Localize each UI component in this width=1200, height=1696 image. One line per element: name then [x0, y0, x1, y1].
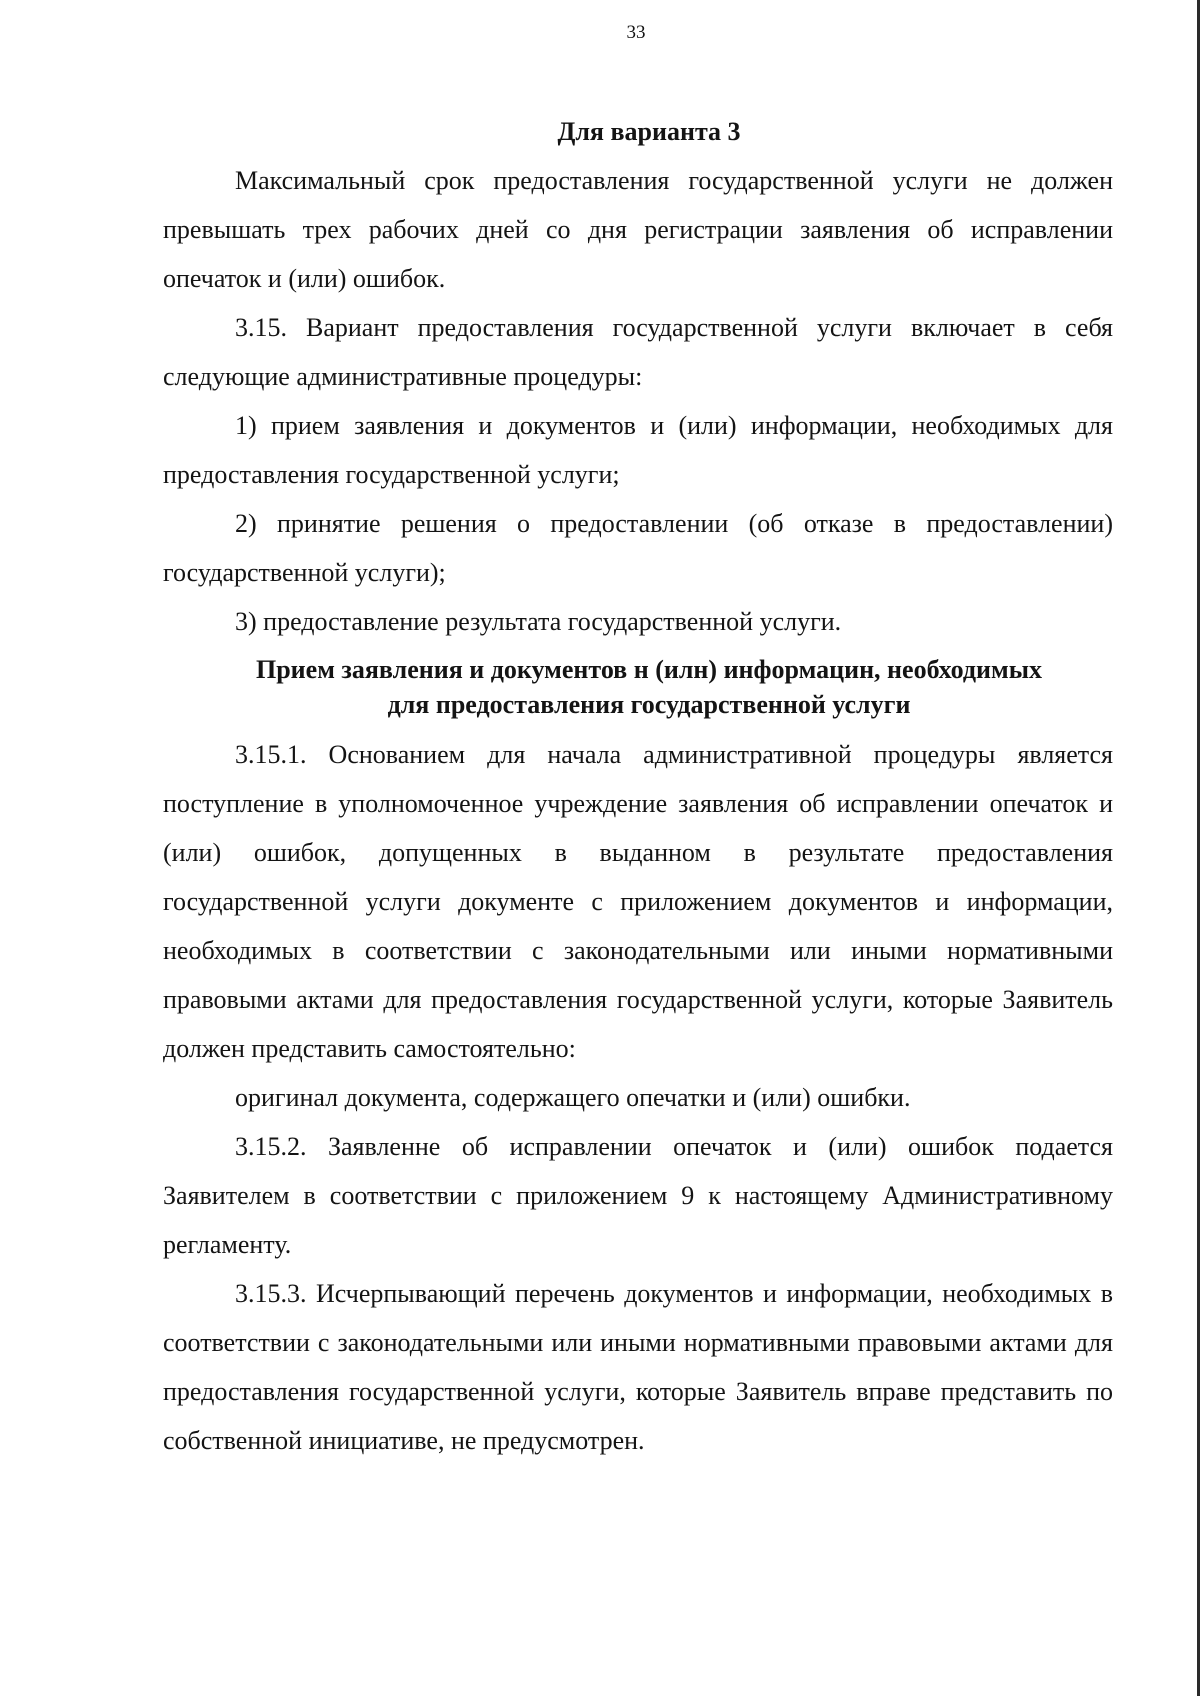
- page-number: 33: [626, 22, 646, 43]
- paragraph-max-term: Максимальный срок предоставления государственной услуги не должен превышать трех рабочих дней со дня регистрации заявления об исправлении опечаток и (или) ошибок.: [163, 166, 1113, 293]
- document-body: [163, 107, 1113, 1465]
- paragraph-3-15-3: 3.15.3. Исчерпывающий перечень документов и информации, необходимых в соответствии с законодательными или иными нормативными правовыми актами для предоставления государственной услуги, которые Заявитель вправе представить по собственной инициативе, не предусмотрен.: [163, 1279, 1113, 1455]
- subsection-heading: [163, 652, 1113, 722]
- paragraph-3-15: 3.15. Вариант предоставления государственной услуги включает в себя следующие административные процедуры:: [163, 313, 1113, 391]
- paragraph-procedure-2: 2) принятие решения о предоставлении (об отказе в предоставлении) государственной услуги);: [163, 509, 1113, 587]
- section-heading: Для варианта 3: [557, 117, 741, 146]
- paragraph-procedure-3: 3) предоставление результата государственной услуги.: [235, 607, 842, 636]
- paragraph-procedure-1: 1) прием заявления и документов и (или) информации, необходимых для предоставления государственной услуги;: [163, 411, 1113, 489]
- subsection-heading-line-1: Прием заявления и документов н (илн) информацин, необходимых: [255, 655, 1042, 684]
- subsection-heading-line-2: для предоставления государственной услуги: [387, 690, 911, 719]
- paragraph-3-15-2: 3.15.2. Заявленне об исправлении опечаток и (или) ошибок подается Заявителем в соответствии с приложением 9 к настоящему Административному регламенту.: [163, 1132, 1113, 1259]
- paragraph-3-15-1: 3.15.1. Основанием для начала административной процедуры является поступление в уполномоченное учреждение заявления об исправлении опечаток и (или) ошибок, допущенных в выданном в результате предоставления государственной услуги документе с приложением документов и информации, необходимых в соответствии с законодательными или иными нормативными правовыми актами для предоставления государственной услуги, которые Заявитель должен представить самостоятельно:: [163, 740, 1113, 1063]
- paragraph-original-document: оригинал документа, содержащего опечатки и (или) ошибки.: [235, 1083, 911, 1112]
